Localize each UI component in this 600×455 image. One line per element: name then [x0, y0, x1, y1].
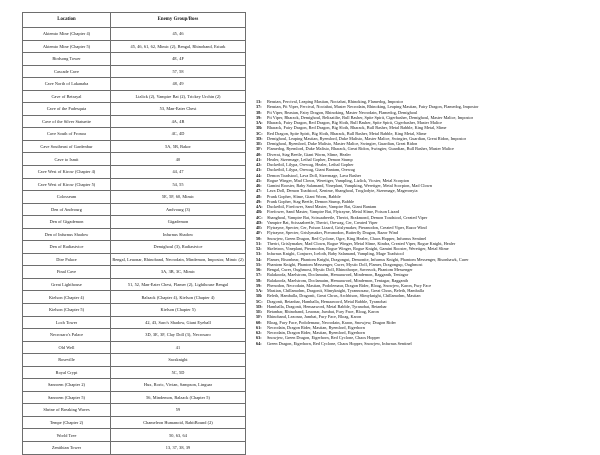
cell-enemy-group: Demighoul (3), Radiastvice [111, 241, 246, 254]
table-row [23, 241, 246, 254]
index-entry-members: Demon Toadstool, Lava Doll, Sizermage, Lava Basher [267, 172, 362, 178]
index-entry-members: Vampire Bat, Scissaabeetle, Theriri, Orewag, Cer, Created Viper [267, 219, 378, 225]
index-entry-id: 49: [256, 198, 262, 204]
cell-enemy-group: Andvourg (3) [111, 203, 246, 216]
index-entry-id: 41: [256, 156, 262, 162]
table-row [23, 291, 246, 304]
index-entry-id: 4C: [256, 214, 263, 220]
index-entry-members: Bloag, Fury Face, Podolemaur, Necrodain, Karon, Snowjew, Dragon Rider [267, 319, 396, 325]
table-row [23, 53, 246, 66]
index-entry-id: 51: [256, 240, 262, 246]
index-entry-id: 3B: [256, 125, 263, 131]
cell-enemy-group: Lizlick (2), Vampire Bat (2), Trickey Urchin (2) [111, 90, 246, 103]
table-head [23, 13, 246, 28]
cell-location: Cave of Betrayal [23, 90, 111, 103]
cell-location: Kielson (Chapter 5) [23, 304, 111, 317]
index-entry-members: Firefower, Sand Master, Vampire Bat, Flytrayne, Metal Slime, Poison Lizard [267, 209, 400, 215]
index-entry-members: Mastian, Chillamohm, Dragonit, Slimyknight, Tyrannosaur, Great Chrus, Beleth, Hamballa [267, 288, 424, 293]
cell-enemy-group: 40 [111, 153, 246, 166]
index-entry-id: 57: [256, 272, 262, 278]
index-entry-members: Flamedog, Ryemlord, Duke Malisto, Bharack, Great Ridon, Swingier, Guardian, Bull Basher, Master Malice [267, 146, 454, 152]
index-entry-id: 42: [256, 162, 262, 167]
cell-location: Den of Infurnus Shadow [23, 228, 111, 241]
cell-location: Tempe (Chapter 2) [23, 416, 111, 429]
index-entry-members: Pit Viper, Beastan, Fairy Dragon, Rhinoking, Master Necrodain, Flamedog, Demighoul [267, 109, 418, 115]
index-entry-id: 52: [256, 246, 262, 251]
cell-location: World Tree [23, 429, 111, 442]
index-entry-id: 62: [256, 330, 262, 335]
index-entry-members: Balakooda, Maelstrom, Doclamaim, Hemaaword, Mindemon, Tentagar, Ragganth [267, 277, 408, 283]
index-entry-id: 59: [256, 282, 262, 288]
cell-enemy-group: 53, Man-Eater Chest [111, 103, 246, 116]
cell-location: Royal Crypt [23, 366, 111, 379]
index-entry-id: 4A: [256, 204, 263, 209]
index-entry-id: 4F: [256, 230, 263, 236]
table-row [23, 379, 246, 392]
table-row [23, 329, 246, 342]
index-entry-id: 5C: [256, 298, 263, 304]
index-entry-members: Snowjew, Green Dragon, Red Cyclone, Ogre, King Healer, Chaos Hopper, Infurnus Sentinel [267, 235, 427, 241]
index-entry-id: 50: [256, 235, 262, 241]
index-entry-members: Demighoul, Leaping Mastian, Ryemlord, Duke Malisto, Master Malice, Swingier, Guardian, Great Ridon, Impostor [267, 135, 467, 141]
cell-location: Den of Andvourg [23, 203, 111, 216]
index-entry-members: Ducketbil, Lilypa, Orewag, Giant Bantam, Orewag [267, 167, 355, 173]
index-entry-id: 37: [256, 104, 262, 110]
cell-enemy-group: Balzack (Chapter 4), Kielson (Chapter 4) [111, 291, 246, 304]
index-entry-members: Flytrayne, Specter, Grislymaker, Pteranodon, Butterfly Dragon, Razor Wind [267, 230, 399, 236]
cell-enemy-group: Kielson (Chapter 5) [111, 304, 246, 317]
cell-enemy-group: 45, 46, 61, 62, Mimic (2), Bengal, Rhinoband, Esturk [111, 40, 246, 53]
table-row [23, 366, 246, 379]
table-body [23, 27, 246, 454]
cell-enemy-group: 13, 37, 38, 39 [111, 442, 246, 455]
index-entry-members: Phenodon, Necrodain, Mastian, Podolemaur, Dragon Rider, Bloag, Snowjew, Karon, Fury Face [267, 282, 432, 288]
index-entry-id: 5D: [256, 303, 263, 309]
cell-location: Den of Radiastvice [23, 241, 111, 254]
cell-enemy-group: Bengal, Leuonar, Rhinoband, Necrodain, Mindemon, Impostor, Mimic (2) [111, 253, 246, 266]
cell-enemy-group: 59 [111, 404, 246, 417]
cell-location: Cave Southeast of Gardenbur [23, 140, 111, 153]
table-row [23, 40, 246, 53]
cell-location: Cave of the Silver Statuette [23, 115, 111, 128]
table-row [23, 128, 246, 141]
index-entry-id: 4B: [256, 209, 263, 215]
index-entry-id: 5A: [256, 288, 263, 293]
cell-location: Colosseum [23, 191, 111, 204]
cell-enemy-group: 4E, 4F [111, 53, 246, 66]
index-entry-members: Theriri, Grislymaker, Mad Clown, Rogue Winger, Metal Slime, Kindra, Created Viper, Rogue Knight, Healer [267, 240, 456, 246]
index-entry-id: 55: [256, 261, 262, 267]
cell-enemy-group: 45, 46 [111, 27, 246, 40]
index-entry-members: Necrodain, Dragon Rider, Mastian, Ryemlord, Eigerhorn [267, 330, 365, 335]
table-row [23, 153, 246, 166]
cell-location: Cascade Cave [23, 65, 111, 78]
enemy-group-index-list [256, 99, 592, 346]
cell-enemy-group: 54, 55 [111, 178, 246, 191]
cell-location: Sanroem (Chapter 2) [23, 379, 111, 392]
cell-location: Final Cave [23, 266, 111, 279]
index-entry-members: Lava Doll, Demon Toadstool, Xenime, Shanghoul, Troglodyte, Sizermage, Mageronyia [267, 188, 418, 194]
index-entry-id: 3F: [256, 146, 263, 152]
index-entry-members: Snowjew, Green Dragon, Eigerhorn, Red Cyclone, Chaos Hopper [267, 335, 380, 341]
table-row [23, 442, 246, 455]
index-entry-members: Dragonit, Betanbar, Hamballa, Hemaaword, Metal Babble, Tyranobat [267, 298, 387, 304]
index-entry-id: 58: [256, 277, 262, 283]
cell-location: Cave to Ismit [23, 153, 111, 166]
cell-enemy-group: 50, 63, 64 [111, 429, 246, 442]
index-entry-members: Bengal, Curer, Oughmost, Mystic Doll, Rhinothorpe, Saveruck, Phantom Messenger [267, 267, 413, 272]
cell-enemy-group: 3D, 3E, 3F, Clay Doll (3), Necrosaro [111, 329, 246, 342]
cell-enemy-group: 5A, 5B, Bakor [111, 140, 246, 153]
cell-enemy-group: Hux, Roric, Vivian, Sampson, Linguar [111, 379, 246, 392]
cell-enemy-group: 5E, 5F, 60, Mimic [111, 191, 246, 204]
index-entry-members: Hamballa, Dragonit, Hemaaword, Metal Babble, Tyranobat, Betanbar [267, 303, 387, 309]
cell-enemy-group: 5C, 5D [111, 366, 246, 379]
cell-location: Cave South of Fronoa [23, 128, 111, 141]
table-row [23, 90, 246, 103]
table-row [23, 354, 246, 367]
table-row [23, 203, 246, 216]
index-entry-id: 3D: [256, 135, 263, 141]
column-header-enemy-group: Enemy Group/Boss [111, 13, 246, 28]
index-entry-id: 3A: [256, 120, 263, 125]
index-entry-members: Balakooda, Maelstrom, Doclamaim, Hemaaword, Mindemon, Ragganth, Tentagar [267, 272, 409, 278]
cell-location: Sanroem (Chapter 5) [23, 391, 111, 404]
table-row [23, 65, 246, 78]
index-entry-id: 56: [256, 267, 262, 272]
index-entry-id: 4D: [256, 219, 263, 225]
cell-enemy-group: 4C, 4D [111, 128, 246, 141]
cell-location: Zenithian Tower [23, 442, 111, 455]
index-entry-members: Flytrayne, Specter, Cer, Poison Lizard, Grislymaker, Pteranodon, Created Viper, Razor Wind [267, 225, 427, 230]
table-row [23, 266, 246, 279]
table-row [23, 115, 246, 128]
index-entry-id: 3E: [256, 141, 263, 146]
table-row [23, 228, 246, 241]
cell-enemy-group: 4A, 4B [111, 115, 246, 128]
cell-enemy-group: Gigademon [111, 216, 246, 229]
index-entry-id: 60: [256, 319, 262, 325]
cell-location: Cave of the Fadesquia [23, 103, 111, 116]
table-row [23, 78, 246, 91]
table-row [23, 429, 246, 442]
table-row [23, 404, 246, 417]
cell-location: Kielson (Chapter 4) [23, 291, 111, 304]
table-row [23, 416, 246, 429]
index-entry-id: 5B: [256, 293, 263, 299]
cell-enemy-group: Sacsknight [111, 354, 246, 367]
index-entry-members: Shanghoul, Vampire Bat, Scissaabeetle, Theriri, Brakmond, Demon Toadstool, Created Viper [267, 214, 428, 220]
index-entry-members: Bharack, Fairy Dragon, Red Dragon, Big Sloth, Bull Basher, Spite Spirit, Cigerbasher, Master Malice [267, 120, 443, 125]
cell-location: Loch Tower [23, 316, 111, 329]
cell-location: Old Well [23, 341, 111, 354]
cell-enemy-group: 41 [111, 341, 246, 354]
table-row [23, 341, 246, 354]
cell-enemy-group: 57, 58 [111, 65, 246, 78]
location-enemy-table [22, 12, 246, 455]
index-entry-members: Prank Gopher, Stag Beetle, Demon Stump, Babble [267, 198, 355, 204]
column-header-location: Location [23, 13, 111, 28]
cell-location: Roseville [23, 354, 111, 367]
table-row [23, 304, 246, 317]
table-row [23, 253, 246, 266]
table-row [23, 27, 246, 40]
index-entry [256, 341, 592, 346]
table-row [23, 103, 246, 116]
index-entry-members: Prank Gopher, Slime, Giant Worm, Babble [267, 193, 341, 199]
index-entry-members: Beleth, Hamballa, Dragonit, Great Chrus, Archbison, Slimyknight, Chillamohm, Mastian [267, 293, 421, 299]
cell-location: Birdsong Tower [23, 53, 111, 66]
index-entry-members: Green Dragon, Eigerhorn, Red Cyclone, Chaos Hopper, Snowjew, Infurnus Sentinel [267, 340, 412, 346]
index-entry-id: 47: [256, 188, 262, 194]
table-row [23, 316, 246, 329]
index-entry-id: 38: [256, 109, 262, 115]
cell-enemy-group: Infurnus Shadow [111, 228, 246, 241]
index-entry-members: Healer, Sizermage, Lethal Gopher, Demon Stump [267, 156, 353, 162]
index-entry-id: 53: [256, 251, 262, 257]
location-enemy-table-container [22, 12, 245, 455]
index-entry-members: Gamini Rooster, Baby Salamand, Vineplant, Vampking, Weretiger, Metal Scorpion, Mad Clown [267, 183, 433, 188]
cell-enemy-group: 3A, 3B, 3C, Mimic [111, 266, 246, 279]
cell-enemy-group: 56, Mindemon, Balzack (Chapter 5) [111, 391, 246, 404]
cell-location: Aktemto Mine (Chapter 4) [23, 27, 111, 40]
index-entry-id: 43: [256, 167, 262, 173]
index-entry-id: 64: [256, 340, 262, 346]
index-entry-id: 4E: [256, 225, 263, 230]
index-entry-members: Betanbar, Rhinoband, Leaonar, Jumbat, Fury Face, Bloag, Karon [267, 309, 379, 314]
cell-location: Dire Palace [23, 253, 111, 266]
index-entry-members: Rhinoband, Leaonar, Jumbat, Fury Face, Bloag, Karon [267, 314, 362, 320]
index-entry-id: 44: [256, 172, 262, 178]
cell-location: Great Lighthouse [23, 278, 111, 291]
index-entry-id: 5E: [256, 309, 263, 314]
index-entry-members: Necrodain, Dragon Rider, Mastian, Ryemlord, Eigerhorn [267, 324, 365, 330]
index-entry-id: 5F: [256, 314, 263, 320]
cell-location: Cave North of Lakanaba [23, 78, 111, 91]
index-entry-id: 3C: [256, 130, 263, 136]
index-entry-id: 40: [256, 151, 262, 157]
index-entry-id: 39: [256, 114, 262, 120]
table-row [23, 391, 246, 404]
cell-location: Cave West of Kirow (Chapter 5) [23, 178, 111, 191]
cell-enemy-group: 42, 43, Saro's Shadow, Giant Eyeball [111, 316, 246, 329]
index-entry-id: 45: [256, 177, 262, 183]
table-row [23, 278, 246, 291]
index-entry-id: 13: [256, 99, 262, 104]
index-entry-id: 61: [256, 324, 262, 330]
cell-location: Den of Gigademon [23, 216, 111, 229]
cell-location: Necrosaro's Palace [23, 329, 111, 342]
cell-enemy-group: 48, 49 [111, 78, 246, 91]
index-entry-members: Ducketbil, Lilypa, Orewag, Healer, Lethal Gopher [267, 162, 354, 167]
index-entry-members: Phantom Knight, Phantom Messenger, Curer, Mystic Doll, Flamer, Dragongup, Oughmost [267, 261, 423, 267]
cell-location: Cave West of Kirow (Chapter 4) [23, 166, 111, 179]
index-entry-id: 48: [256, 193, 262, 199]
index-entry-members: Diverat, Stag Beetle, Giant Worm, Slime, Healer [267, 151, 351, 157]
index-entry-id: 54: [256, 256, 262, 262]
table-header-row [23, 13, 246, 28]
cell-location: Aktemto Mine (Chapter 5) [23, 40, 111, 53]
index-entry-members: Bharack, Fairy Dragon, Red Dragon, Big Sloth, Bharack, Bull Basher, Metal Babble, King Metal, Slime [267, 125, 447, 131]
index-entry-id: 63: [256, 335, 262, 341]
index-entry-members: Pit Viper, Bharack, Demighoul, Belizatilte, Bull Basher, Spite Spirit, Cigerbasher, Demighoul, Master Malice, Impostor [267, 114, 474, 120]
index-entry-id: 46: [256, 183, 262, 188]
table-row [23, 178, 246, 191]
index-entry-members: Skeletron, Vineplant, Pteranodon, Rogue Winger, Rogue Knight, Gamini Rooster, Weretiger, Metal Slime [267, 246, 449, 251]
index-entry-members: Demighoul, Ryemlord, Duke Malisto, Master Malice, Swingier, Guardian, Great Ridon [267, 141, 418, 146]
cell-location: Shrine of Breaking Waves [23, 404, 111, 417]
table-row [23, 166, 246, 179]
table-row [23, 140, 246, 153]
index-entry-members: Rogue Winger, Mad Clown, Weretiger, Vampling, Lizlick, Vicster, Metal Scorpion [267, 177, 410, 183]
cell-enemy-group: Chameleon Humanoid, RabitBound (2) [111, 416, 246, 429]
index-entry-members: Flamer, Bisonbear, Phantom Knight, Dragongut, Demonite, Infurnus Knight, Phantom Messenger, Bisonhawk, Curer [267, 256, 469, 262]
cell-enemy-group: 51, 52, Man-Eater Chest, Flamer (2), Lighthouse Bengal [111, 278, 246, 291]
table-row [23, 216, 246, 229]
index-entry-members: Red Dragon, Spite Spirit, Big Sloth, Bharack, Bull Basher, Metal Babble, King Metal, Slime [267, 130, 427, 136]
index-entry-members: Beastan, Fercival, Leaping Mastian, Noctabat, Rhinoking, Flamedog, Impostor [267, 99, 404, 104]
index-entry-members: Beastan, Pit Viper, Fercival, Noctabat, Master Necrodain, Rhinoking, Leaping Mastian, Fairy Dragon, Flamedog, Impostor [267, 104, 479, 110]
index-entry-members: Ducketbil, Firefower, Sand Master, Vampire Bat, Giant Bantam [267, 204, 377, 209]
index-entry-members: Infurnus Knight, Conjurer, Icelotb, Baby Salamand, Vampling, Mage Toadstool [267, 251, 404, 257]
table-row [23, 191, 246, 204]
cell-enemy-group: 44, 47 [111, 166, 246, 179]
